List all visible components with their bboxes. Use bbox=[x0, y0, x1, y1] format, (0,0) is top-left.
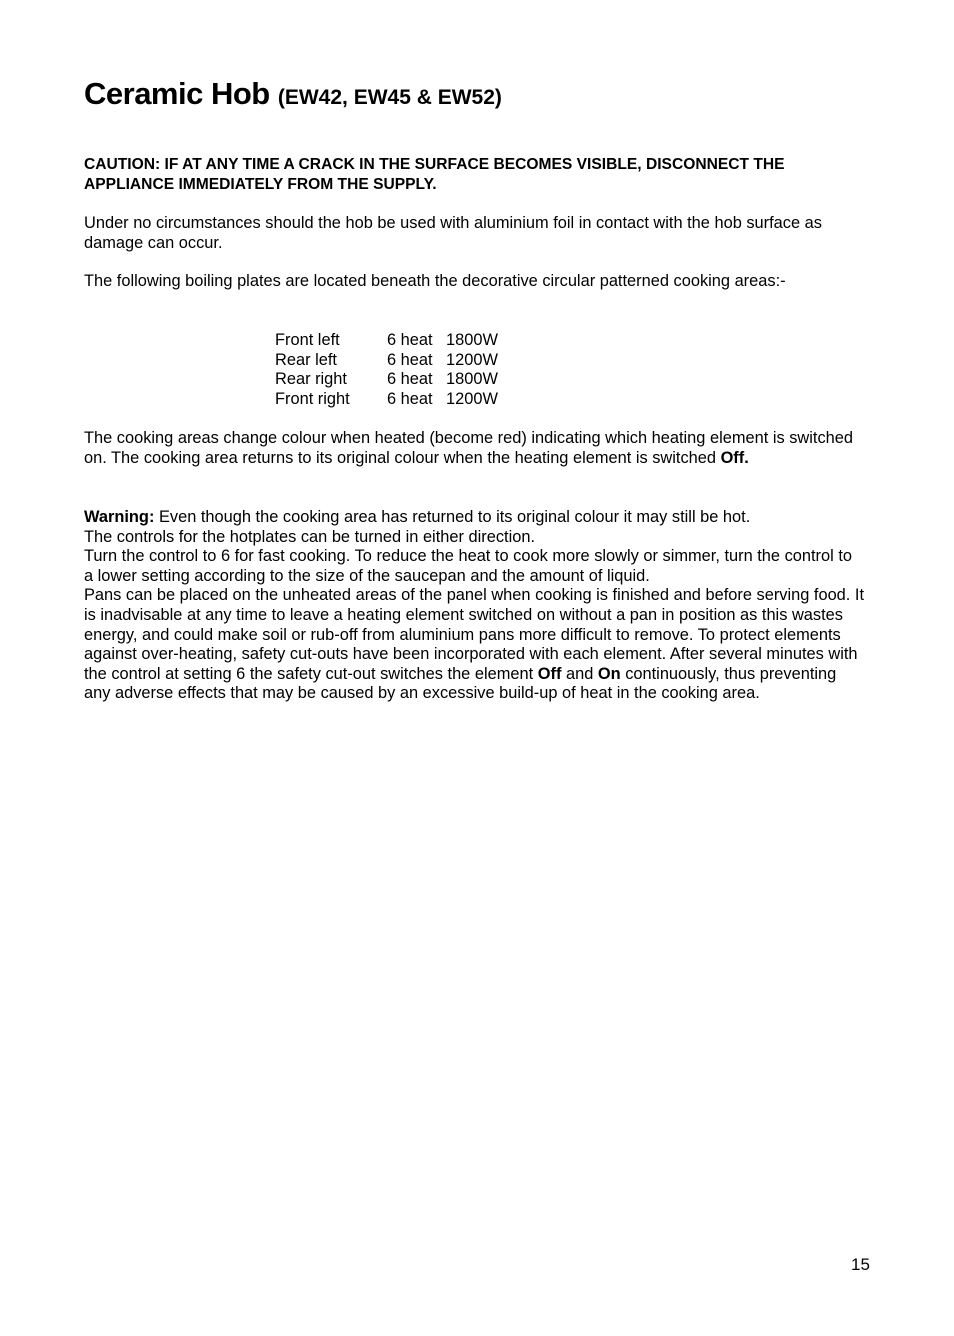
paragraph-foil: Under no circumstances should the hob be used with aluminium foil in contact with the hob surface as damage can occur. bbox=[84, 214, 822, 252]
boiling-plates-table bbox=[275, 331, 498, 409]
paragraph-colour bbox=[84, 429, 864, 468]
warning-line-1: Even though the cooking area has returned to its original colour it may still be hot. bbox=[154, 508, 751, 526]
warning-line-4-start: Pans can be placed on the unheated areas of the panel when cooking is finished and before serving food. It is inadvisable at any time to leave a heating element switched on without a pan in position as this wastes energy, and could make soil or rub-off from aluminium pans more difficult to remove. To protect elements against over-heating, safety cut-outs have been incorporated with each element. After several minutes with the control at setting 6 the safety cut-out switches the element bbox=[84, 586, 865, 683]
warning-label: Warning: bbox=[84, 508, 155, 526]
plate-position: Front left bbox=[275, 331, 340, 349]
colour-off-word: Off. bbox=[720, 448, 749, 467]
page-title bbox=[84, 76, 502, 112]
plate-heat: 6 heat bbox=[387, 370, 433, 389]
plate-power: 1800W bbox=[446, 370, 498, 389]
title-models: (EW42, EW45 & EW52) bbox=[277, 86, 502, 109]
plate-heat: 6 heat bbox=[387, 389, 433, 408]
warning-line-2: The controls for the hotplates can be turned in either direction. bbox=[84, 527, 536, 546]
table-row bbox=[275, 390, 498, 410]
warning-off-word: Off bbox=[537, 664, 562, 683]
title-main: Ceramic Hob bbox=[84, 76, 270, 111]
plate-power: 1200W bbox=[446, 389, 498, 408]
table-row bbox=[275, 331, 498, 351]
caution-notice: CAUTION: IF AT ANY TIME A CRACK IN THE SURFACE BECOMES VISIBLE, DISCONNECT THE APPLIANCE IMMEDIATELY FROM THE SUPPLY. bbox=[84, 156, 785, 193]
plate-power: 1200W bbox=[446, 350, 498, 369]
paragraph-warning bbox=[84, 508, 864, 704]
paragraph-plates-intro: The following boiling plates are located beneath the decorative circular patterned cooking areas:- bbox=[84, 272, 786, 290]
plate-heat: 6 heat bbox=[387, 331, 433, 349]
table-row bbox=[275, 351, 498, 371]
plate-power: 1800W bbox=[446, 331, 498, 349]
page-number: 15 bbox=[851, 1255, 870, 1274]
colour-text: The cooking areas change colour when heated (become red) indicating which heating element is switched on. The cooking area returns to its original colour when the heating element is switched bbox=[84, 429, 853, 467]
plate-heat: 6 heat bbox=[387, 350, 433, 369]
plate-position: Rear left bbox=[275, 350, 337, 369]
warning-and-word: and bbox=[561, 664, 598, 683]
plate-position: Rear right bbox=[275, 370, 347, 389]
warning-on-word: On bbox=[597, 664, 621, 683]
table-row bbox=[275, 370, 498, 390]
plate-position: Front right bbox=[275, 389, 350, 408]
warning-line-4-end: continuously, thus preventing any adverse effects that may be caused by an excessive build-up of heat in the cooking area. bbox=[84, 664, 837, 703]
warning-line-3: Turn the control to 6 for fast cooking. To reduce the heat to cook more slowly or simmer, turn the control to a lower setting according to the size of the saucepan and the amount of liquid. bbox=[84, 547, 852, 585]
